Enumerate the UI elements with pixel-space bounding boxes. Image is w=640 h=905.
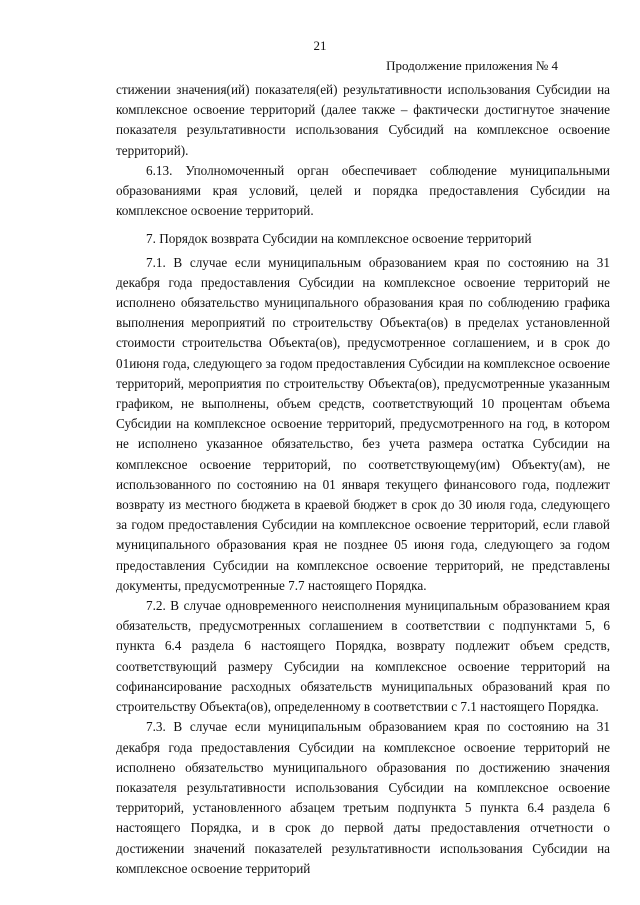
document-body <box>116 80 610 879</box>
paragraph-continued: стижении значения(ий) показателя(ей) результативности использования Субсидии на комплексное освоение территорий (далее также – фактически достигнутое значение показателя результативности использования Субсидий на комплексное освоение территорий). <box>116 82 610 158</box>
paragraph-7-1: 7.1. В случае если муниципальным образованием края по состоянию на 31 декабря года предоставления Субсидии на комплексное освоение территорий не исполнено обязательство муниципального образования края по соблюдению графика выполнения мероприятий по строительству Объекта(ов) в пределах установленной стоимости строительства Объекта(ов), предусмотренное соглашением, и в срок до 01июня года, следующего за годом предоставления Субсидии на комплексное освоение территорий, мероприятия по строительству Объекта(ов), предусмотренные указанным графиком, не выполнены, объем средств, соответствующий 10 процентам объема Субсидии на комплексное освоение территорий, предусмотренного на год, в котором не исполнено указанное обязательство, без учета размера остатка Субсидии на комплексное освоение территорий, по соответствующему(им) Объекту(ам), не использованного по состоянию на 01 января текущего финансового года, подлежит возврату из местного бюджета в краевой бюджет в срок до 30 июля года, следующего за годом предоставления Субсидии на комплексное освоение территорий, если главой муниципального образования края не позднее 05 июня года, следующего за годом предоставления Субсидии на комплексное освоение территорий, не представлены документы, предусмотренные 7.7 настоящего Порядка. <box>116 254 610 593</box>
paragraph-7-2: 7.2. В случае одновременного неисполнения муниципальным образованием края обязательств, предусмотренных соглашением в соответствии с подпунктами 5, 6 пункта 6.4 раздела 6 настоящего Порядка, возврату подлежит объем средств, соответствующий размеру Субсидии на комплексное освоение территорий на софинансирование расходных обязательств муниципальных образований края по строительству Объекта(ов), определенному в соответствии с 7.1 настоящего Порядка. <box>116 598 610 715</box>
appendix-continuation-label: Продолжение приложения № 4 <box>386 58 558 73</box>
section-heading-7: 7. Порядок возврата Субсидии на комплексное освоение территорий <box>146 231 532 247</box>
paragraph-7-3: 7.3. В случае если муниципальным образованием края по состоянию на 31 декабря года предоставления Субсидии на комплексное освоение территорий не исполнено обязательство муниципального образования по достижению значения показателя результативности использования Субсидии на комплексное освоение территорий, установленного абзацем третьим подпункта 5 пункта 6.4 раздела 6 настоящего Порядка, и в срок до первой даты предоставления отчетности о достижении значений показателей результативности использования Субсидии на комплексное освоение территорий <box>116 719 610 876</box>
page-number: 21 <box>313 38 327 53</box>
paragraph-6-13: 6.13. Уполномоченный орган обеспечивает соблюдение муниципальными образованиями края условий, целей и порядка предоставления Субсидии на комплексное освоение территорий. <box>116 162 610 219</box>
